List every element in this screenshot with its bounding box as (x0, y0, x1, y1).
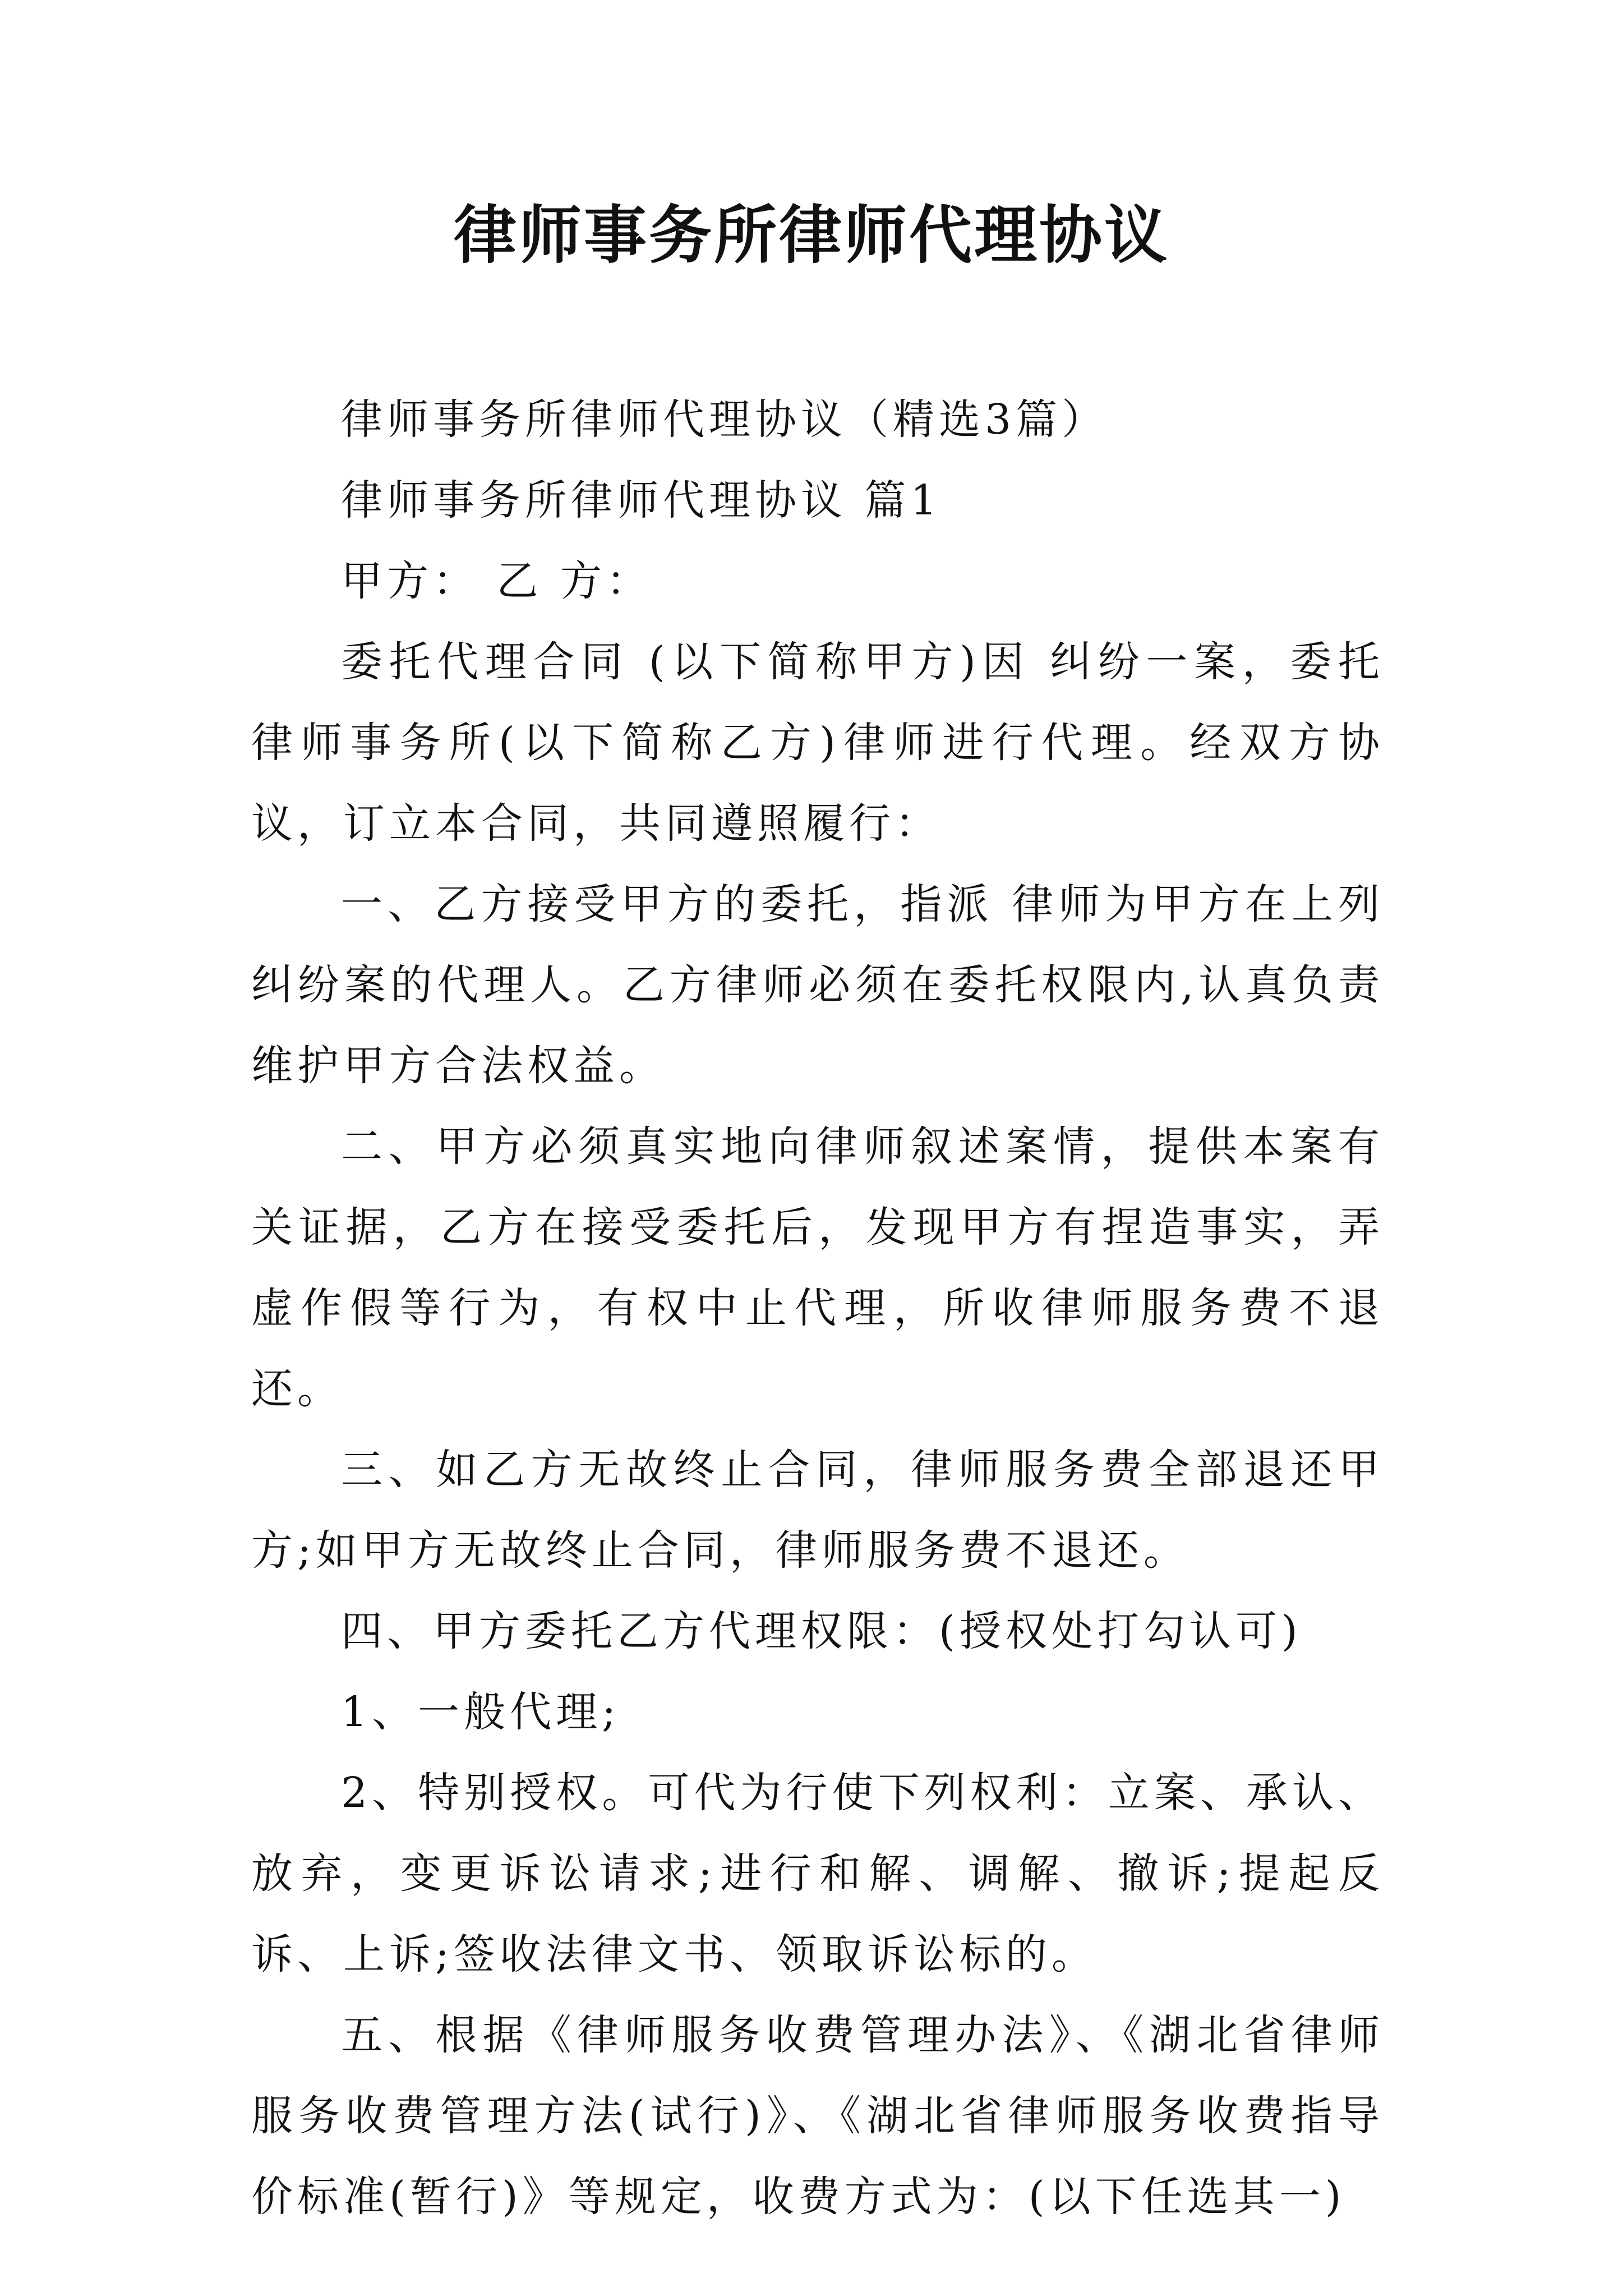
paragraph-intro: 委托代理合同 (以下简称甲方)因 纠纷一案，委托 律师事务所(以下简称乙方)律师进行代理。经双方协议，订立本合同，共同遵照履行： (251, 638, 1384, 848)
document-body (251, 379, 1384, 2237)
paragraph-section-heading: 律师事务所律师代理协议 篇1 (341, 476, 942, 524)
paragraph-clause-4-item-2: 2、特别授权。可代为行使下列权利：立案、承认、放弃，变更诉讼请求;进行和解、调解、撤诉;提起反诉、上诉;签收法律文书、领取诉讼标的。 (251, 1769, 1384, 1978)
paragraph-subtitle: 律师事务所律师代理协议（精选3篇） (341, 395, 1108, 444)
paragraph-clause-4: 四、甲方委托乙方代理权限：(授权处打勾认可) (341, 1607, 1302, 1655)
paragraph-parties: 甲方： 乙 方： (341, 557, 653, 605)
paragraph-clause-5: 五、根据《律师服务收费管理办法》、《湖北省律师服务收费管理方法(试行)》、《湖北省律师服务收费指导价标准(暂行)》等规定，收费方式为：(以下任选其一) (251, 2011, 1384, 2221)
paragraph-clause-3: 三、如乙方无故终止合同，律师服务费全部退还甲方;如甲方无故终止合同，律师服务费不退还。 (251, 1446, 1384, 1575)
document-title: 律师事务所律师代理协议 (454, 199, 1169, 272)
paragraph-clause-2: 二、甲方必须真实地向律师叙述案情，提供本案有关证据，乙方在接受委托后，发现甲方有捏造事实，弄虚作假等行为，有权中止代理，所收律师服务费不退还。 (251, 1122, 1384, 1413)
paragraph-clause-4-item-1: 1、一般代理; (341, 1688, 621, 1736)
paragraph-clause-1: 一、乙方接受甲方的委托，指派 律师为甲方在上列纠纷案的代理人。乙方律师必须在委托权限内,认真负责维护甲方合法权益。 (251, 880, 1384, 1090)
